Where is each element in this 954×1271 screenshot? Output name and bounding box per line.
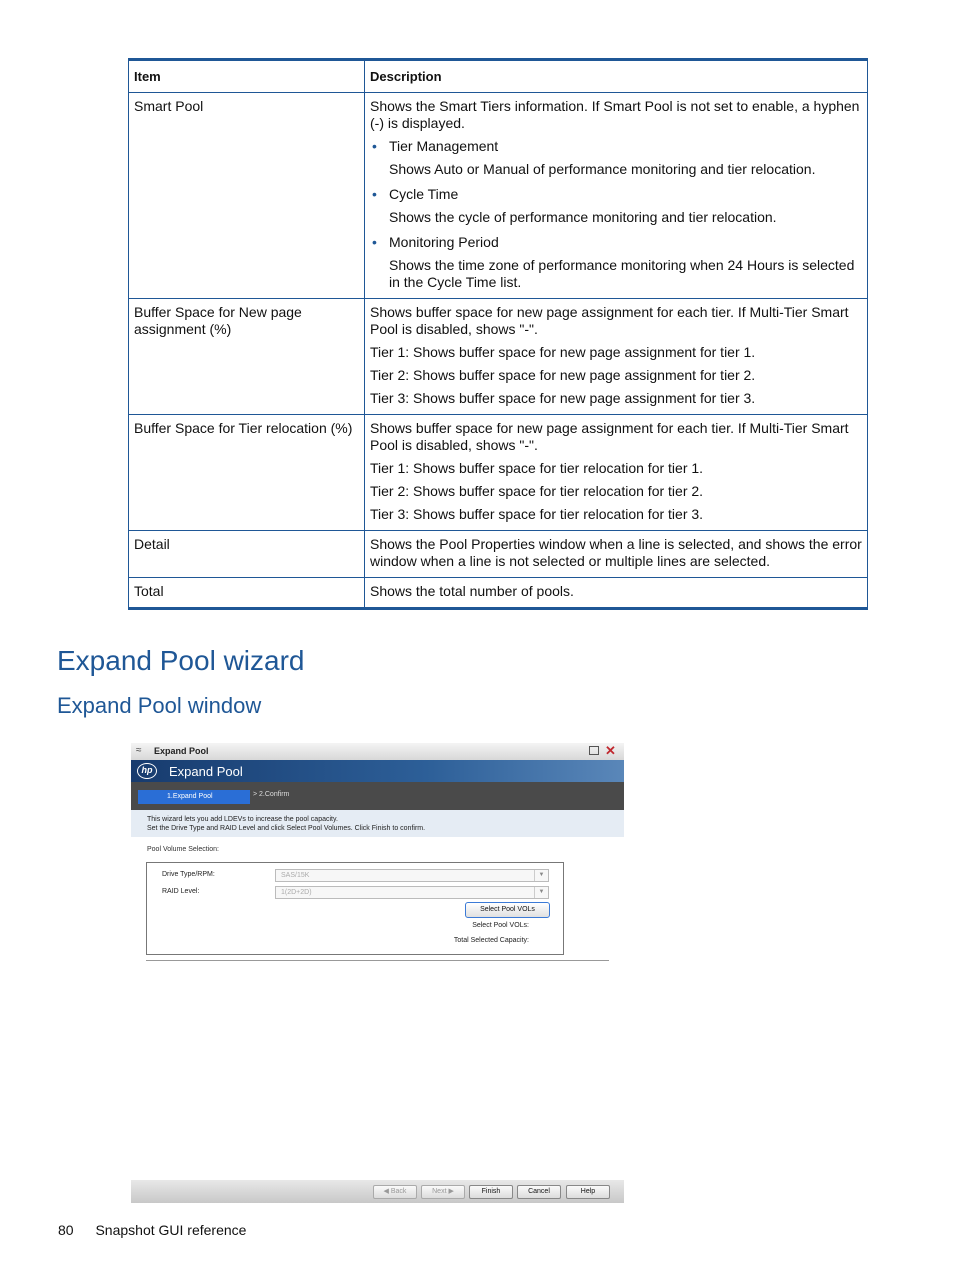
description-text: Tier 2: Shows buffer space for new page assignment for tier 2. (370, 367, 756, 383)
pool-volume-selection-panel (146, 862, 564, 955)
wizard-instructions (131, 810, 624, 837)
drive-type-select[interactable] (275, 869, 549, 882)
next-button[interactable]: Next ▶ (421, 1185, 465, 1199)
list-item (370, 138, 862, 178)
drive-type-label: Drive Type/RPM: (162, 871, 215, 878)
raid-level-select[interactable] (275, 886, 549, 899)
wizard-footer (131, 1180, 624, 1203)
item-cell: Smart Pool (129, 93, 365, 299)
table-row (129, 299, 868, 415)
item-cell: Buffer Space for Tier relocation (%) (129, 415, 365, 531)
description-cell (365, 93, 868, 299)
cancel-button[interactable]: Cancel (517, 1185, 561, 1199)
item-cell: Total (129, 578, 365, 609)
banner-title: Expand Pool (169, 764, 243, 779)
column-header-description: Description (365, 60, 868, 93)
step-confirm: > 2.Confirm (253, 791, 290, 798)
bullet-title: Monitoring Period (389, 234, 499, 250)
description-text: Tier 1: Shows buffer space for new page assignment for tier 1. (370, 344, 756, 360)
description-text: Shows the total number of pools. (370, 583, 574, 599)
bullet-text: Shows Auto or Manual of performance monitoring and tier relocation. (389, 161, 816, 177)
bullet-text: Shows the time zone of performance monitoring when 24 Hours is selected in the Cycle Time list. (389, 257, 855, 290)
drive-type-value: SAS/15K (281, 872, 310, 879)
window-titlebar (131, 743, 624, 760)
bullet-icon: • (372, 186, 377, 202)
description-text: Tier 1: Shows buffer space for tier relocation for tier 1. (370, 460, 704, 476)
list-item (370, 234, 862, 291)
expand-pool-window (131, 743, 624, 1203)
page-number: 80 (58, 1222, 74, 1238)
pool-volume-selection-label: Pool Volume Selection: (147, 846, 219, 853)
collapse-icon[interactable]: ≈ (136, 745, 142, 756)
section-heading: Expand Pool wizard (57, 645, 305, 676)
description-text: Shows the Smart Tiers information. If Smart Pool is not set to enable, a hyphen (-) is displayed. (370, 98, 860, 131)
bullet-icon: • (372, 234, 377, 250)
bullet-title: Cycle Time (389, 186, 459, 202)
back-button[interactable]: ◀ Back (373, 1185, 417, 1199)
table-row (129, 578, 868, 609)
window-title: Expand Pool (154, 746, 209, 756)
bullet-text: Shows the cycle of performance monitoring and tier relocation. (389, 209, 777, 225)
selected-pool-vols-label: Select Pool VOLs: (472, 922, 529, 929)
description-text: Tier 3: Shows buffer space for tier relocation for tier 3. (370, 506, 704, 522)
bullet-title: Tier Management (389, 138, 499, 154)
description-cell (365, 415, 868, 531)
page-footer (58, 1222, 246, 1238)
select-pool-vols-button[interactable]: Select Pool VOLs (465, 902, 550, 918)
instruction-line: Set the Drive Type and RAID Level and click Select Pool Volumes. Click Finish to confirm. (147, 825, 426, 832)
divider (146, 960, 609, 961)
description-text: Shows the Pool Properties window when a line is selected, and shows the error window when a line is not selected or multiple lines are selected. (370, 536, 862, 569)
instruction-line: This wizard lets you add LDEVs to increase the pool capacity. (147, 816, 338, 823)
hp-logo-icon: hp (137, 763, 157, 779)
table-row (129, 415, 868, 531)
close-icon[interactable]: ✕ (605, 743, 616, 758)
description-text: Tier 3: Shows buffer space for new page assignment for tier 3. (370, 390, 756, 406)
table-header-row (129, 60, 868, 93)
total-selected-capacity-label: Total Selected Capacity: (453, 937, 529, 944)
reference-table (128, 58, 868, 610)
description-cell (365, 299, 868, 415)
item-cell: Buffer Space for New page assignment (%) (129, 299, 365, 415)
subsection-heading: Expand Pool window (57, 693, 262, 718)
table-row (129, 93, 868, 299)
wizard-banner (131, 760, 624, 782)
item-cell: Detail (129, 531, 365, 578)
description-text: Shows buffer space for new page assignment for each tier. If Multi-Tier Smart Pool is disabled, shows "-". (370, 304, 849, 337)
help-button[interactable]: Help (566, 1185, 610, 1199)
step-expand-pool: 1.Expand Pool (138, 790, 250, 804)
list-item (370, 186, 862, 226)
table-row (129, 531, 868, 578)
column-header-item: Item (129, 60, 365, 93)
raid-level-label: RAID Level: (162, 888, 200, 895)
footer-section-title: Snapshot GUI reference (95, 1222, 247, 1238)
bullet-icon: • (372, 138, 377, 154)
raid-level-value: 1(2D+2D) (281, 889, 312, 896)
description-text: Shows buffer space for new page assignment for each tier. If Multi-Tier Smart Pool is disabled, shows "-". (370, 420, 849, 453)
chevron-down-icon: ▼ (534, 870, 548, 881)
wizard-steps (131, 782, 624, 810)
description-text: Tier 2: Shows buffer space for tier relocation for tier 2. (370, 483, 704, 499)
finish-button[interactable]: Finish (469, 1185, 513, 1199)
maximize-icon[interactable] (589, 746, 599, 755)
description-cell (365, 531, 868, 578)
chevron-down-icon: ▼ (534, 887, 548, 898)
description-cell (365, 578, 868, 609)
bullet-list (370, 138, 862, 291)
